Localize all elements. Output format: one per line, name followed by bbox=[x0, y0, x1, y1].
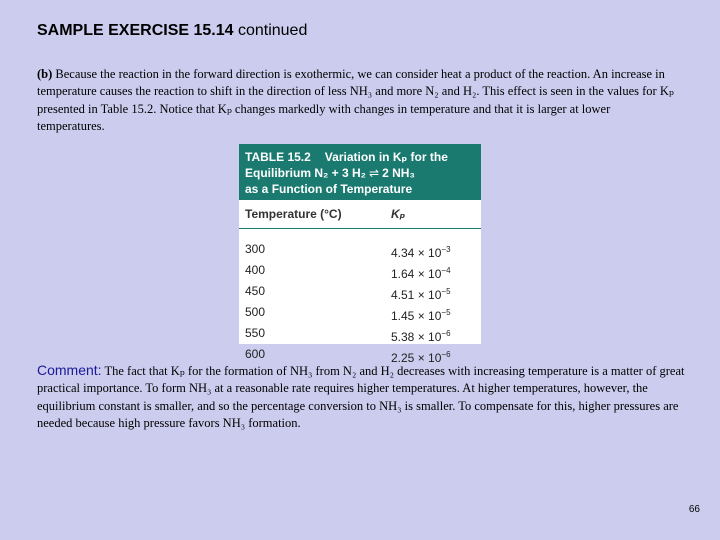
column-header-temperature: Temperature (°C) bbox=[245, 207, 342, 221]
table-body bbox=[239, 229, 481, 367]
kp-cell bbox=[391, 304, 475, 325]
kp-cell bbox=[391, 283, 475, 304]
column-header-kp: Kₚ bbox=[391, 207, 406, 221]
kp-exponent: −6 bbox=[441, 350, 451, 359]
kp-mantissa: 4.34 × 10 bbox=[391, 246, 442, 260]
comment-text: The fact that Kₚ for the formation of NH₃ from N₂ and H₂ decreases with increasing temperature is a matter of great practical importance. To form NH₃ at a reasonable rate requires higher temperatures. At higher temperatures, however, the equilibrium constant is smaller, and so the percentage conversion to NH₃ is smaller. To compensate for this, higher pressures are needed because high pressure favors NH₃ formation. bbox=[37, 364, 685, 430]
table-label: TABLE 15.2 bbox=[245, 150, 311, 164]
kp-mantissa: 1.45 × 10 bbox=[391, 309, 442, 323]
comment-label: Comment: bbox=[37, 362, 102, 378]
kp-mantissa: 5.38 × 10 bbox=[391, 330, 442, 344]
temperature-cell: 450 bbox=[245, 284, 266, 298]
kp-cell bbox=[391, 325, 475, 346]
slide-title-bold: SAMPLE EXERCISE 15.14 bbox=[37, 22, 234, 39]
answer-paragraph bbox=[37, 66, 677, 135]
table-title-line3: as a Function of Temperature bbox=[245, 182, 413, 196]
comment-paragraph bbox=[37, 362, 687, 432]
kp-mantissa: 2.25 × 10 bbox=[391, 351, 442, 365]
kp-mantissa: 4.51 × 10 bbox=[391, 288, 442, 302]
kp-exponent: −6 bbox=[441, 329, 451, 338]
table-header bbox=[239, 144, 481, 200]
equilibrium-arrow-icon: ⇌ bbox=[369, 166, 380, 180]
answer-text: Because the reaction in the forward direction is exothermic, we can consider heat a product of the reaction. An increase in temperature causes the reaction to shift in the direction of less NH₃ and more N₂ and H₂. This effect is seen in the values for Kₚ presented in Table 15.2. Notice that Kₚ changes markedly with changes in temperature and that it is larger at lower temperatures. bbox=[37, 67, 674, 133]
answer-part-label: (b) bbox=[37, 67, 53, 81]
kp-cell bbox=[391, 262, 475, 283]
table-title-line1: Variation in Kₚ for the bbox=[324, 150, 448, 164]
table-title-line2a: Equilibrium N₂ + 3 H₂ bbox=[245, 166, 367, 180]
temperature-cell: 600 bbox=[245, 347, 266, 361]
table-row bbox=[245, 283, 475, 304]
kp-exponent: −4 bbox=[441, 266, 451, 275]
slide-title-rest: continued bbox=[233, 22, 308, 39]
temperature-cell: 300 bbox=[245, 242, 266, 256]
kp-exponent: −5 bbox=[441, 308, 451, 317]
page-number: 66 bbox=[688, 504, 700, 515]
temperature-cell: 550 bbox=[245, 326, 266, 340]
kp-exponent: −3 bbox=[441, 245, 451, 254]
temperature-cell: 500 bbox=[245, 305, 266, 319]
kp-cell bbox=[391, 241, 475, 262]
kp-exponent: −5 bbox=[441, 287, 451, 296]
table-title-line2b: 2 NH₃ bbox=[382, 166, 415, 180]
table-column-headers bbox=[239, 200, 481, 229]
temperature-cell: 400 bbox=[245, 263, 266, 277]
table-row bbox=[245, 262, 475, 283]
kp-mantissa: 1.64 × 10 bbox=[391, 267, 442, 281]
slide-title bbox=[37, 22, 307, 40]
table-row bbox=[245, 304, 475, 325]
table-row bbox=[245, 325, 475, 346]
table-row bbox=[245, 241, 475, 262]
